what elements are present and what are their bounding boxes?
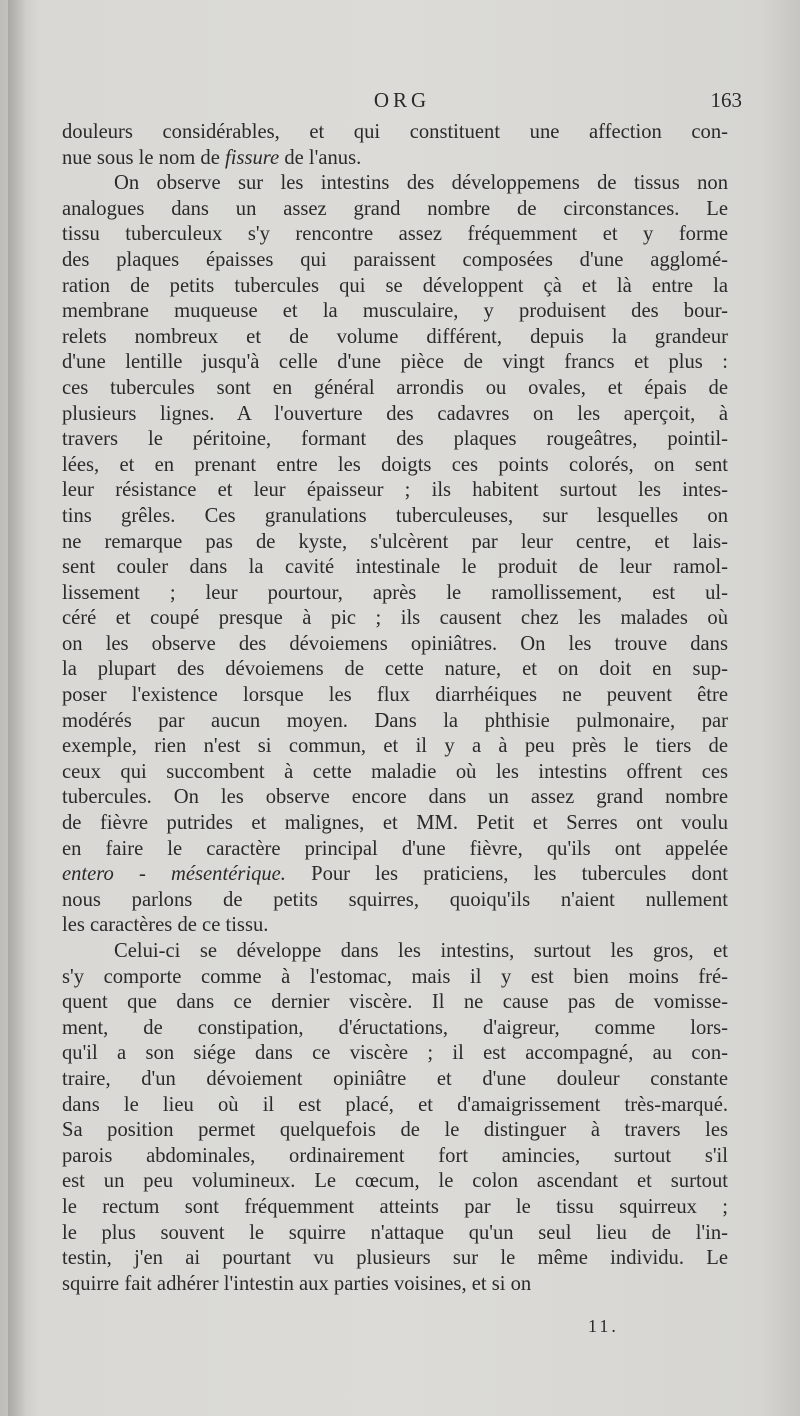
- line-text: ces tubercules sont en général arrondis ou ovales, et épais de: [62, 376, 728, 399]
- line-text: céré et coupé presque à pic ; ils causent chez les malades où: [62, 607, 728, 630]
- line-text: membrane muqueuse et la musculaire, y produisent des bour-: [62, 300, 728, 323]
- page-number: 163: [710, 88, 742, 112]
- line-text: exemple, rien n'est si commun, et il y a à peu près le tiers de: [62, 735, 728, 758]
- text-line: [62, 1016, 728, 1042]
- line-text: les caractères de ce tissu.: [62, 914, 269, 937]
- text-line: [62, 248, 728, 274]
- line-text: quent que dans ce dernier viscère. Il ne cause pas de vomisse-: [62, 991, 728, 1014]
- paragraph: [62, 939, 728, 1297]
- line-text: douleurs considérables, et qui constituent une affection con-: [62, 121, 728, 143]
- line-text: nous parlons de petits squirres, quoiqu'ils n'aient nullement: [62, 888, 728, 911]
- text-line: [62, 1195, 728, 1221]
- line-text: plusieurs lignes. A l'ouverture des cadavres on les aperçoit, à: [62, 402, 728, 425]
- text-line: [62, 504, 728, 530]
- line-text: Pour les praticiens, les tubercules dont: [285, 863, 728, 886]
- paragraph: [62, 171, 728, 939]
- text-line: [62, 1118, 728, 1144]
- line-text: ration de petits tubercules qui se développent çà et là entre la: [62, 274, 728, 297]
- text-line: [62, 581, 728, 607]
- line-text: en faire le caractère principal d'une fièvre, qu'ils ont appelée: [62, 837, 728, 860]
- text-line: [62, 1169, 728, 1195]
- line-text: leur résistance et leur épaisseur ; ils habitent surtout les intes-: [62, 479, 728, 502]
- line-text: de fièvre putrides et malignes, et MM. Petit et Serres ont voulu: [62, 812, 728, 835]
- line-text: qu'il a son siége dans ce viscère ; il est accompagné, au con-: [62, 1042, 728, 1065]
- italic-term: entero - mésentérique.: [62, 863, 286, 886]
- line-text: testin, j'en ai pourtant vu plusieurs sur le même individu. Le: [62, 1247, 728, 1270]
- text-line: [62, 862, 728, 888]
- line-text: lissement ; leur pourtour, après le ramollissement, est ul-: [62, 581, 728, 604]
- line-text: analogues dans un assez grand nombre de circonstances. Le: [62, 197, 728, 220]
- text-line: [62, 785, 728, 811]
- text-line: [62, 683, 728, 709]
- text-line: [62, 709, 728, 735]
- line-text: On observe sur les intestins des développemens de tissus non: [114, 172, 728, 195]
- line-text: s'y comporte comme à l'estomac, mais il y est bien moins fré-: [62, 965, 728, 988]
- text-line: [62, 427, 728, 453]
- text-line: [62, 325, 728, 351]
- text-line: [62, 530, 728, 556]
- italic-term: fissure: [225, 146, 280, 169]
- line-text: ceux qui succombent à cette maladie où les intestins offrent ces: [62, 760, 728, 783]
- line-text: la plupart des dévoiemens de cette nature, et on doit en sup-: [62, 658, 728, 681]
- line-text: tissu tuberculeux s'y rencontre assez fréquemment et y forme: [62, 223, 728, 246]
- text-line: [62, 888, 728, 914]
- text-line: [62, 146, 728, 172]
- line-text: squirre fait adhérer l'intestin aux parties voisines, et si on: [62, 1272, 532, 1295]
- page-header: [62, 88, 742, 120]
- text-line: [62, 965, 728, 991]
- text-line: [62, 657, 728, 683]
- text-line: [62, 837, 728, 863]
- text-line: [62, 990, 728, 1016]
- line-text: modérés par aucun moyen. Dans la phthisie pulmonaire, par: [62, 709, 728, 732]
- text-line: [62, 760, 728, 786]
- text-line: [62, 1272, 728, 1298]
- signature-mark: 11.: [588, 1316, 619, 1336]
- line-text: sent couler dans la cavité intestinale le produit de leur ramol-: [62, 556, 728, 579]
- text-line: [62, 1093, 728, 1119]
- text-line: [62, 299, 728, 325]
- text-line: [62, 402, 728, 428]
- line-text: de l'anus.: [279, 146, 362, 169]
- text-line: [62, 811, 728, 837]
- text-line: [62, 1144, 728, 1170]
- text-line: [62, 120, 728, 146]
- line-text: ment, de constipation, d'éructations, d'aigreur, comme lors-: [62, 1016, 728, 1039]
- text-line: [62, 939, 728, 965]
- text-line: [62, 453, 728, 479]
- text-line: [62, 734, 728, 760]
- text-line: [62, 1041, 728, 1067]
- line-text: lées, et en prenant entre les doigts ces points colorés, on sent: [62, 453, 728, 476]
- line-text: tubercules. On les observe encore dans un assez grand nombre: [62, 786, 728, 809]
- line-text: travers le péritoine, formant des plaques rougeâtres, pointil-: [62, 428, 728, 451]
- line-text: le rectum sont fréquemment atteints par le tissu squirreux ;: [62, 1195, 728, 1218]
- line-text: nue sous le nom de: [62, 146, 226, 169]
- line-text: relets nombreux et de volume différent, depuis la grandeur: [62, 325, 728, 348]
- line-text: poser l'existence lorsque les flux diarrhéiques ne peuvent être: [62, 684, 728, 707]
- text-line: [62, 222, 728, 248]
- running-head: ORG: [373, 88, 431, 112]
- line-text: dans le lieu où il est placé, et d'amaigrissement très-marqué.: [62, 1093, 728, 1116]
- text-line: [62, 1221, 728, 1247]
- line-text: traire, d'un dévoiement opiniâtre et d'une douleur constante: [62, 1067, 728, 1090]
- page-gutter-shadow: [8, 0, 26, 1416]
- line-text: le plus souvent le squirre n'attaque qu'un seul lieu de l'in-: [62, 1221, 728, 1244]
- text-line: [62, 1246, 728, 1272]
- text-line: [62, 913, 728, 939]
- text-line: [62, 350, 728, 376]
- text-line: [62, 555, 728, 581]
- text-line: [62, 197, 728, 223]
- text-line: [62, 632, 728, 658]
- line-text: ne remarque pas de kyste, s'ulcèrent par leur centre, et lais-: [62, 530, 728, 553]
- line-text: tins grêles. Ces granulations tuberculeuses, sur lesquelles on: [62, 504, 728, 527]
- text-line: [62, 171, 728, 197]
- paragraph: [62, 120, 728, 171]
- line-text: on les observe des dévoiemens opiniâtres. On les trouve dans: [62, 632, 728, 655]
- body-text: [62, 120, 728, 1297]
- text-line: [62, 274, 728, 300]
- line-text: d'une lentille jusqu'à celle d'une pièce de vingt francs et plus :: [62, 351, 728, 374]
- line-text: des plaques épaisses qui paraissent composées d'une agglomé-: [62, 248, 728, 271]
- text-line: [62, 606, 728, 632]
- line-text: Celui-ci se développe dans les intestins, surtout les gros, et: [114, 940, 728, 962]
- text-line: [62, 478, 728, 504]
- line-text: Sa position permet quelquefois de le distinguer à travers les: [62, 1119, 728, 1142]
- text-line: [62, 376, 728, 402]
- line-text: est un peu volumineux. Le cœcum, le colon ascendant et surtout: [62, 1170, 728, 1193]
- text-line: [62, 1067, 728, 1093]
- line-text: parois abdominales, ordinairement fort amincies, surtout s'il: [62, 1144, 728, 1167]
